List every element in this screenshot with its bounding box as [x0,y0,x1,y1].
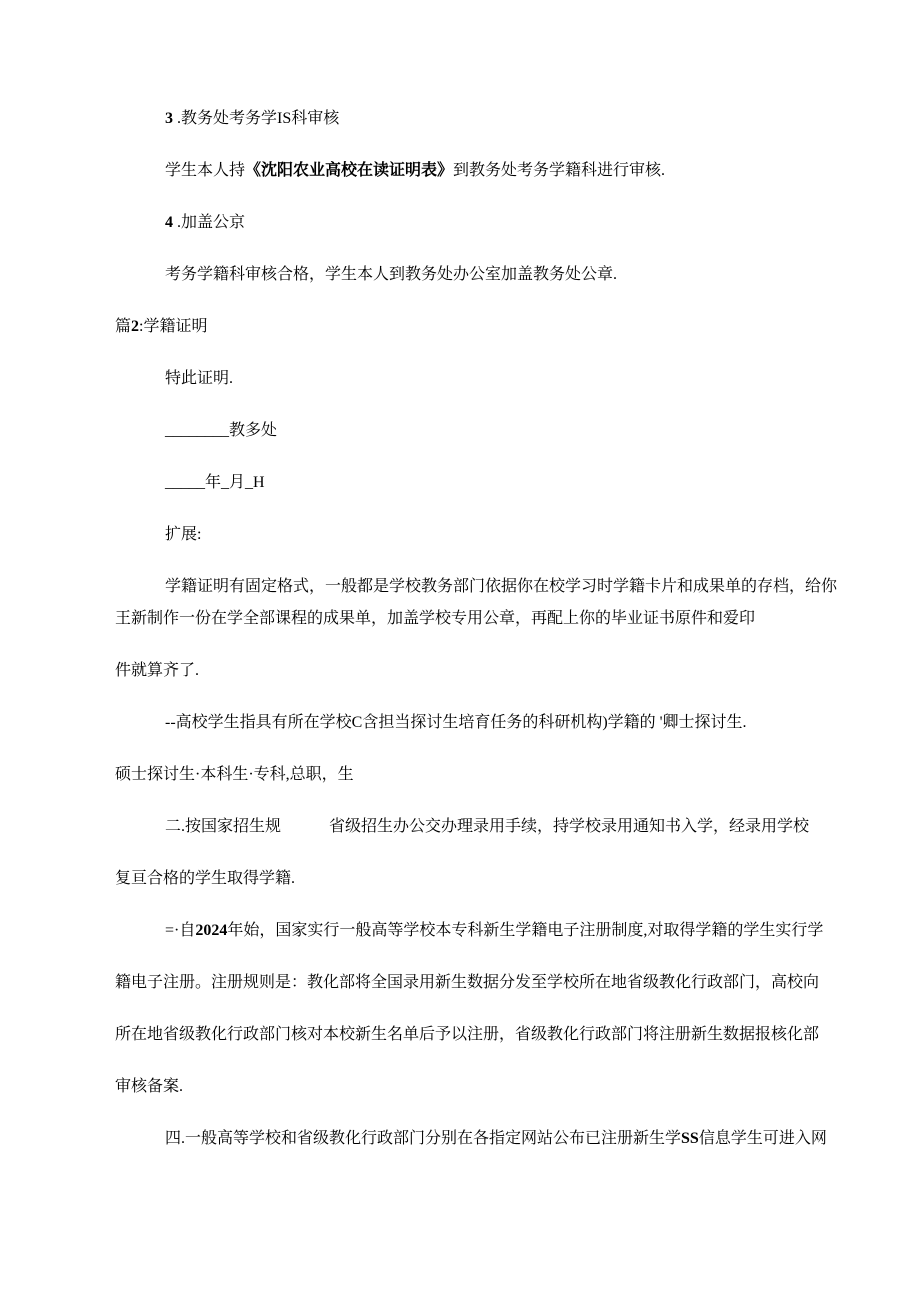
date-line: _____年_月_H [165,474,265,491]
item-text: .加盖公京 [173,214,246,231]
text-segment: 学生本人持 [165,162,246,179]
doc-line: 扩展: [165,526,202,543]
doc-line: 所在地省级教化行政部门核对本校新生名单后予以注册，省级教化行政部门将注册新生数据报核化部 [115,1026,820,1043]
doc-line: 硕士探讨生·本科生·专科,总职，生 [115,766,354,783]
text-segment: 到教务处考务学籍科进行审核. [453,162,666,179]
text-segment: 年始，国家实行一般高等学校本专科新生学籍电子注册制度,对取得学籍的学生实行学 [227,922,824,939]
text-segment: =·自 [165,922,196,939]
item-number: 4 [165,214,173,231]
doc-line [115,920,850,942]
doc-line: 二.按国家招生规 省级招生办公交办理录用手续，持学校录用通知书入学，经录用学校 [165,818,810,835]
doc-line: --高校学生指具有所在学校C含担当探讨生培育任务的科研机构)学籍的 '卿士探讨生. [165,714,747,731]
text-segment-bold: SS [681,1130,699,1147]
text-segment: 篇 [115,318,132,335]
doc-line: 复亘合格的学生取得学籍. [115,870,296,887]
doc-line [115,1128,850,1150]
signature-line: ________教多处 [165,422,278,439]
section-heading [115,316,850,338]
doc-line [115,160,850,182]
section-number: 2 [131,318,140,335]
list-item-3 [115,108,850,130]
year-number: 2024 [195,922,228,939]
doc-line: 件就算齐了. [115,662,200,679]
doc-line: 籍电子注册。注册规则是：教化部将全国录用新生数据分发至学校所在地省级教化行政部门，高校向 [115,974,820,991]
doc-line: 王新制作一份在学全部课程的成果单，加盖学校专用公章，再配上你的毕业证书原件和爱印 [115,610,756,627]
book-title: 《沈阳农业高校在读证明表》 [245,162,454,179]
item-text: .教务处考务学IS科审核 [173,110,340,127]
list-item-4 [115,212,850,234]
doc-line: 考务学籍科审核合格，学生本人到教务处办公室加盖教务处公章. [165,266,618,283]
doc-line: 学籍证明有固定格式，一般都是学校教务部门依据你在校学习时学籍卡片和成果单的存档，给你 [165,578,838,595]
text-segment: :学籍证明 [139,318,208,335]
item-number: 3 [165,110,173,127]
doc-line: 特此证明. [165,370,234,387]
text-segment: 四.一般高等学校和省级教化行政部门分别在各指定网站公布已注册新生学 [165,1130,682,1147]
doc-line: 审核备案. [115,1078,184,1095]
text-segment: 信息学生可进入网 [698,1130,827,1147]
